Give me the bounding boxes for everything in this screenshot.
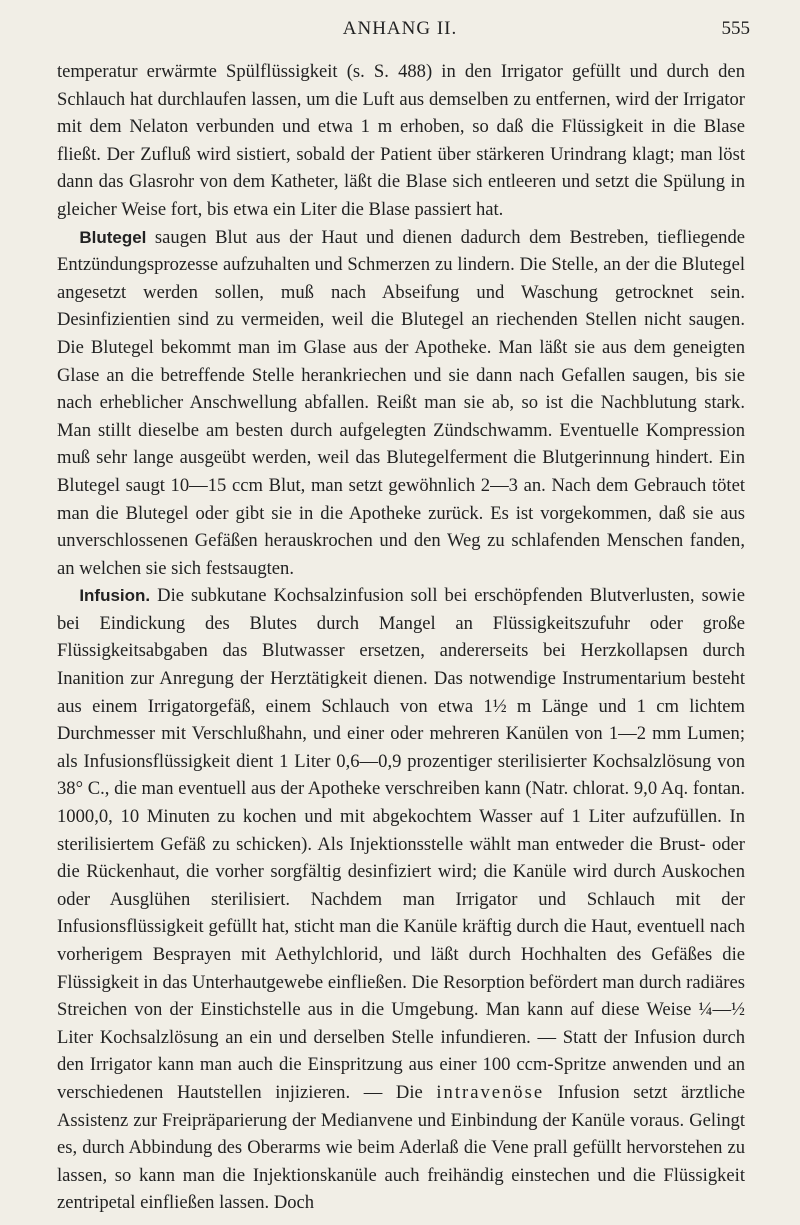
paragraph-blutegel bbox=[57, 224, 745, 583]
running-head: ANHANG II. bbox=[342, 18, 458, 39]
emphasized-term: intravenöse bbox=[436, 1081, 545, 1103]
section-keyword-infusion: Infusion. bbox=[79, 586, 151, 606]
page-header bbox=[0, 12, 800, 46]
paragraph-text-tail: Infusion setzt ärztliche Assistenz zur Freipräparierung der Medianvene und Einbindung der Kanüle voraus. Gelingt es, durch Abbindung des Oberarms wie beim Aderlaß die Vene prall gefüllt hervorstehen zu lassen, so kann man die Injektionskanüle auch freihändig einstechen und die Flüssigkeit zentripetal einfließen lassen. Doch bbox=[57, 1081, 745, 1214]
paragraph-infusion bbox=[57, 582, 745, 1217]
paragraph-text: Die subkutane Kochsalzinfusion soll bei erschöpfenden Blutverlusten, sowie bei Eindickung des Blutes durch Mangel an Flüssigkeitszufuhr oder große Flüssigkeitsabgaben das Blutwasser ersetzen, andererseits bei Herzkollapsen durch Inanition zur Anregung der Herztätigkeit dienen. Das notwendige Instrumentarium besteht aus einem Irrigatorgefäß, einem Schlauch von etwa 1½ m Länge und 1 cm lichtem Durchmesser mit Verschlußhahn, und einer oder mehreren Kanülen von 1—2 mm Lumen; als Infusionsflüssigkeit dient 1 Liter 0,6—0,9 prozentiger sterilisierter Kochsalzlösung von 38° C., die man eventuell aus der Apotheke verschreiben kann (Natr. chlorat. 9,0 Aq. fontan. 1000,0, 10 Minuten zu kochen und mit abgekochtem Wasser auf 1 Liter aufzufüllen. In sterilisiertem Gefäß zu schicken). Als Injektionsstelle wählt man entweder die Brust- oder die Rückenhaut, die vorher sorgfältig desinfiziert wird; die Kanüle wird durch Auskochen oder Ausglühen sterilisiert. Nachdem man Irrigator und Schlauch mit der Infusionsflüssigkeit gefüllt hat, sticht man die Kanüle kräftig durch die Haut, eventuell nach vorherigem Besprayen mit Aethylchlorid, und läßt durch Hochhalten des Gefäßes die Flüssigkeit in das Unterhautgewebe einfließen. Die Resorption befördert man durch radiäres Streichen von der Einstichstelle aus in die Umgebung. Man kann auf diese Weise ¼—½ Liter Kochsalzlösung an ein und derselben Stelle infundieren. — Statt der Infusion durch den Irrigator kann man auch die Einspritzung aus einer 100 ccm-Spritze anwenden und an verschiedenen Hautstellen injizieren. — Die bbox=[57, 585, 745, 1103]
paragraph-text: temperatur erwärmte Spülflüssigkeit (s. S. 488) in den Irrigator gefüllt und durch den Schlauch hat durchlaufen lassen, um die Luft aus demselben zu entfernen, wird der Irrigator mit dem Nelaton verbunden und etwa 1 m erhoben, so daß die Flüssigkeit in die Blase fließt. Der Zufluß wird sistiert, sobald der Patient über stärkeren Urindrang klagt; man löst dann das Glasrohr von dem Katheter, läßt die Blase sich entleeren und setzt die Spülung in gleicher Weise fort, bis etwa ein Liter die Blase passiert hat. bbox=[57, 61, 745, 220]
body-text bbox=[57, 58, 745, 1217]
paragraph-text: saugen Blut aus der Haut und dienen dadurch dem Bestreben, tiefliegende Entzündungsprozesse aufzuhalten und Schmerzen zu lindern. Die Stelle, an der die Blutegel angesetzt werden sollen, muß nach Abseifung und Waschung getrocknet sein. Desinfizientien sind zu vermeiden, weil die Blutegel an riechenden Stellen nicht saugen. Die Blutegel bekommt man im Glase aus der Apotheke. Man läßt sie aus dem geneigten Glase an die betreffende Stelle herankriechen und sie dann nach Gefallen saugen, bis sie nach erheblicher Anschwellung abfallen. Reißt man sie ab, so ist die Nachblutung stark. Man stillt dieselbe am besten durch aufgelegten Zündschwamm. Eventuelle Kompression muß sehr lange ausgeübt werden, weil das Blutegelferment die Blutgerinnung hindert. Ein Blutegel saugt 10—15 ccm Blut, man setzt gewöhnlich 2—3 an. Nach dem Gebrauch tötet man die Blutegel oder gibt sie in die Apotheke zurück. Es ist vorgekommen, daß sie aus unverschlossenen Gefäßen herauskrochen und den Weg zu schlafenden Menschen fanden, an welchen sie sich festsaugten. bbox=[57, 226, 745, 579]
page-number: 555 bbox=[721, 18, 750, 39]
paragraph-irrigation bbox=[57, 58, 745, 224]
section-keyword-blutegel: Blutegel bbox=[79, 227, 147, 247]
